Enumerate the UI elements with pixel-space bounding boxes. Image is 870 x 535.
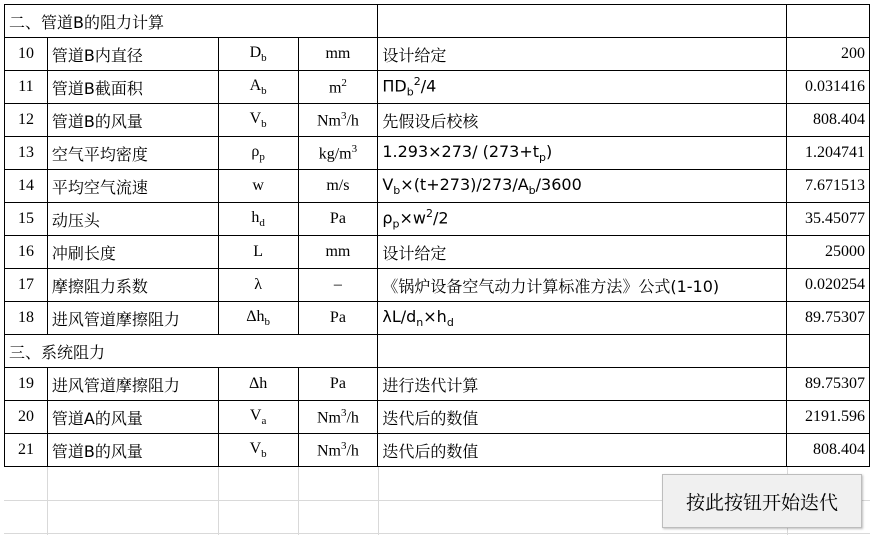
unit-cell[interactable]: m/s — [298, 170, 378, 203]
unit-cell[interactable]: Nm$^3$/h — [298, 401, 378, 434]
unit-cell[interactable]: – — [298, 269, 378, 302]
formula-cell[interactable]: $\lambda L/d_n\times h_d$ — [378, 302, 787, 335]
row-number-cell[interactable]: 18 — [5, 302, 48, 335]
item-name-cell[interactable]: 空气平均密度 — [47, 137, 218, 170]
item-name-cell[interactable]: 管道B的风量 — [47, 434, 218, 467]
unit-cell[interactable]: mm — [298, 236, 378, 269]
unit-cell[interactable]: Pa — [298, 203, 378, 236]
start-iteration-button[interactable]: 按此按钮开始迭代 — [662, 474, 862, 528]
unit-cell[interactable]: Nm$^3$/h — [298, 434, 378, 467]
symbol-cell[interactable]: λ — [218, 269, 298, 302]
row-number-cell[interactable]: 17 — [5, 269, 48, 302]
table-row — [5, 434, 870, 467]
item-name-cell[interactable]: 平均空气流速 — [47, 170, 218, 203]
item-name-cell[interactable]: 管道B内直径 — [47, 38, 218, 71]
table-row — [5, 401, 870, 434]
symbol-cell[interactable]: $\Delta h_b$ — [218, 302, 298, 335]
table-row — [5, 203, 870, 236]
table-row — [5, 71, 870, 104]
table-row — [5, 269, 870, 302]
table-row — [5, 104, 870, 137]
formula-cell[interactable]: 《锅炉设备空气动力计算标准方法》公式(1-10) — [378, 269, 787, 302]
item-name-cell[interactable]: 管道A的风量 — [47, 401, 218, 434]
row-number-cell[interactable]: 10 — [5, 38, 48, 71]
unit-cell[interactable]: Pa — [298, 302, 378, 335]
formula-cell[interactable]: 设计给定 — [378, 38, 787, 71]
table-row — [5, 368, 870, 401]
empty-cell[interactable] — [378, 5, 787, 38]
item-name-cell[interactable]: 摩擦阻力系数 — [47, 269, 218, 302]
formula-cell[interactable]: $V_b\times(t+273)/273/A_b/3600$ — [378, 170, 787, 203]
empty-cell[interactable] — [787, 5, 870, 38]
value-cell[interactable]: 7.671513 — [787, 170, 870, 203]
empty-cell[interactable] — [787, 335, 870, 368]
value-cell[interactable]: 808.404 — [787, 434, 870, 467]
item-name-cell[interactable]: 管道B的风量 — [47, 104, 218, 137]
row-number-cell[interactable]: 13 — [5, 137, 48, 170]
unit-cell[interactable]: mm — [298, 38, 378, 71]
section-title[interactable]: 三、系统阻力 — [5, 335, 378, 368]
symbol-cell[interactable]: $D_b$ — [218, 38, 298, 71]
value-cell[interactable]: 0.020254 — [787, 269, 870, 302]
value-cell[interactable]: 89.75307 — [787, 368, 870, 401]
value-cell[interactable]: 25000 — [787, 236, 870, 269]
item-name-cell[interactable]: 动压头 — [47, 203, 218, 236]
symbol-cell[interactable]: w — [218, 170, 298, 203]
empty-cell[interactable] — [378, 335, 787, 368]
symbol-cell[interactable]: $\rho_p$ — [218, 137, 298, 170]
row-number-cell[interactable]: 11 — [5, 71, 48, 104]
calc-table — [4, 4, 870, 467]
table-row — [5, 38, 870, 71]
symbol-cell[interactable]: L — [218, 236, 298, 269]
formula-cell[interactable]: 迭代后的数值 — [378, 434, 787, 467]
row-number-cell[interactable]: 20 — [5, 401, 48, 434]
formula-cell[interactable]: 迭代后的数值 — [378, 401, 787, 434]
unit-cell[interactable]: $m^2$ — [298, 71, 378, 104]
item-name-cell[interactable]: 管道B截面积 — [47, 71, 218, 104]
item-name-cell[interactable]: 进风管道摩擦阻力 — [47, 302, 218, 335]
section-row — [5, 5, 870, 38]
value-cell[interactable]: 1.204741 — [787, 137, 870, 170]
unit-cell[interactable]: $kg/m^3$ — [298, 137, 378, 170]
item-name-cell[interactable]: 进风管道摩擦阻力 — [47, 368, 218, 401]
row-number-cell[interactable]: 19 — [5, 368, 48, 401]
table-row — [5, 170, 870, 203]
formula-cell[interactable]: 进行迭代计算 — [378, 368, 787, 401]
section-title[interactable]: 二、管道B的阻力计算 — [5, 5, 378, 38]
formula-cell[interactable]: 设计给定 — [378, 236, 787, 269]
section-row — [5, 335, 870, 368]
symbol-cell[interactable]: Δh — [218, 368, 298, 401]
row-number-cell[interactable]: 16 — [5, 236, 48, 269]
unit-cell[interactable]: Pa — [298, 368, 378, 401]
symbol-cell[interactable]: $V_b$ — [218, 434, 298, 467]
value-cell[interactable]: 89.75307 — [787, 302, 870, 335]
table-row — [5, 236, 870, 269]
unit-cell[interactable]: Nm$^3$/h — [298, 104, 378, 137]
value-cell[interactable]: 808.404 — [787, 104, 870, 137]
value-cell[interactable]: 2191.596 — [787, 401, 870, 434]
symbol-cell[interactable]: $A_b$ — [218, 71, 298, 104]
table-row — [5, 137, 870, 170]
row-number-cell[interactable]: 12 — [5, 104, 48, 137]
symbol-cell[interactable]: $V_b$ — [218, 104, 298, 137]
symbol-cell[interactable]: $h_d$ — [218, 203, 298, 236]
formula-cell[interactable]: 1.293×273/ $(273+t_p)$ — [378, 137, 787, 170]
row-number-cell[interactable]: 14 — [5, 170, 48, 203]
value-cell[interactable]: 35.45077 — [787, 203, 870, 236]
formula-cell[interactable]: $\rho_p\times w^2/2$ — [378, 203, 787, 236]
item-name-cell[interactable]: 冲刷长度 — [47, 236, 218, 269]
row-number-cell[interactable]: 15 — [5, 203, 48, 236]
table-row — [5, 302, 870, 335]
row-number-cell[interactable]: 21 — [5, 434, 48, 467]
formula-cell[interactable]: $\Pi D_b^2/4$ — [378, 71, 787, 104]
formula-cell[interactable]: 先假设后校核 — [378, 104, 787, 137]
value-cell[interactable]: 200 — [787, 38, 870, 71]
symbol-cell[interactable]: $V_a$ — [218, 401, 298, 434]
value-cell[interactable]: 0.031416 — [787, 71, 870, 104]
